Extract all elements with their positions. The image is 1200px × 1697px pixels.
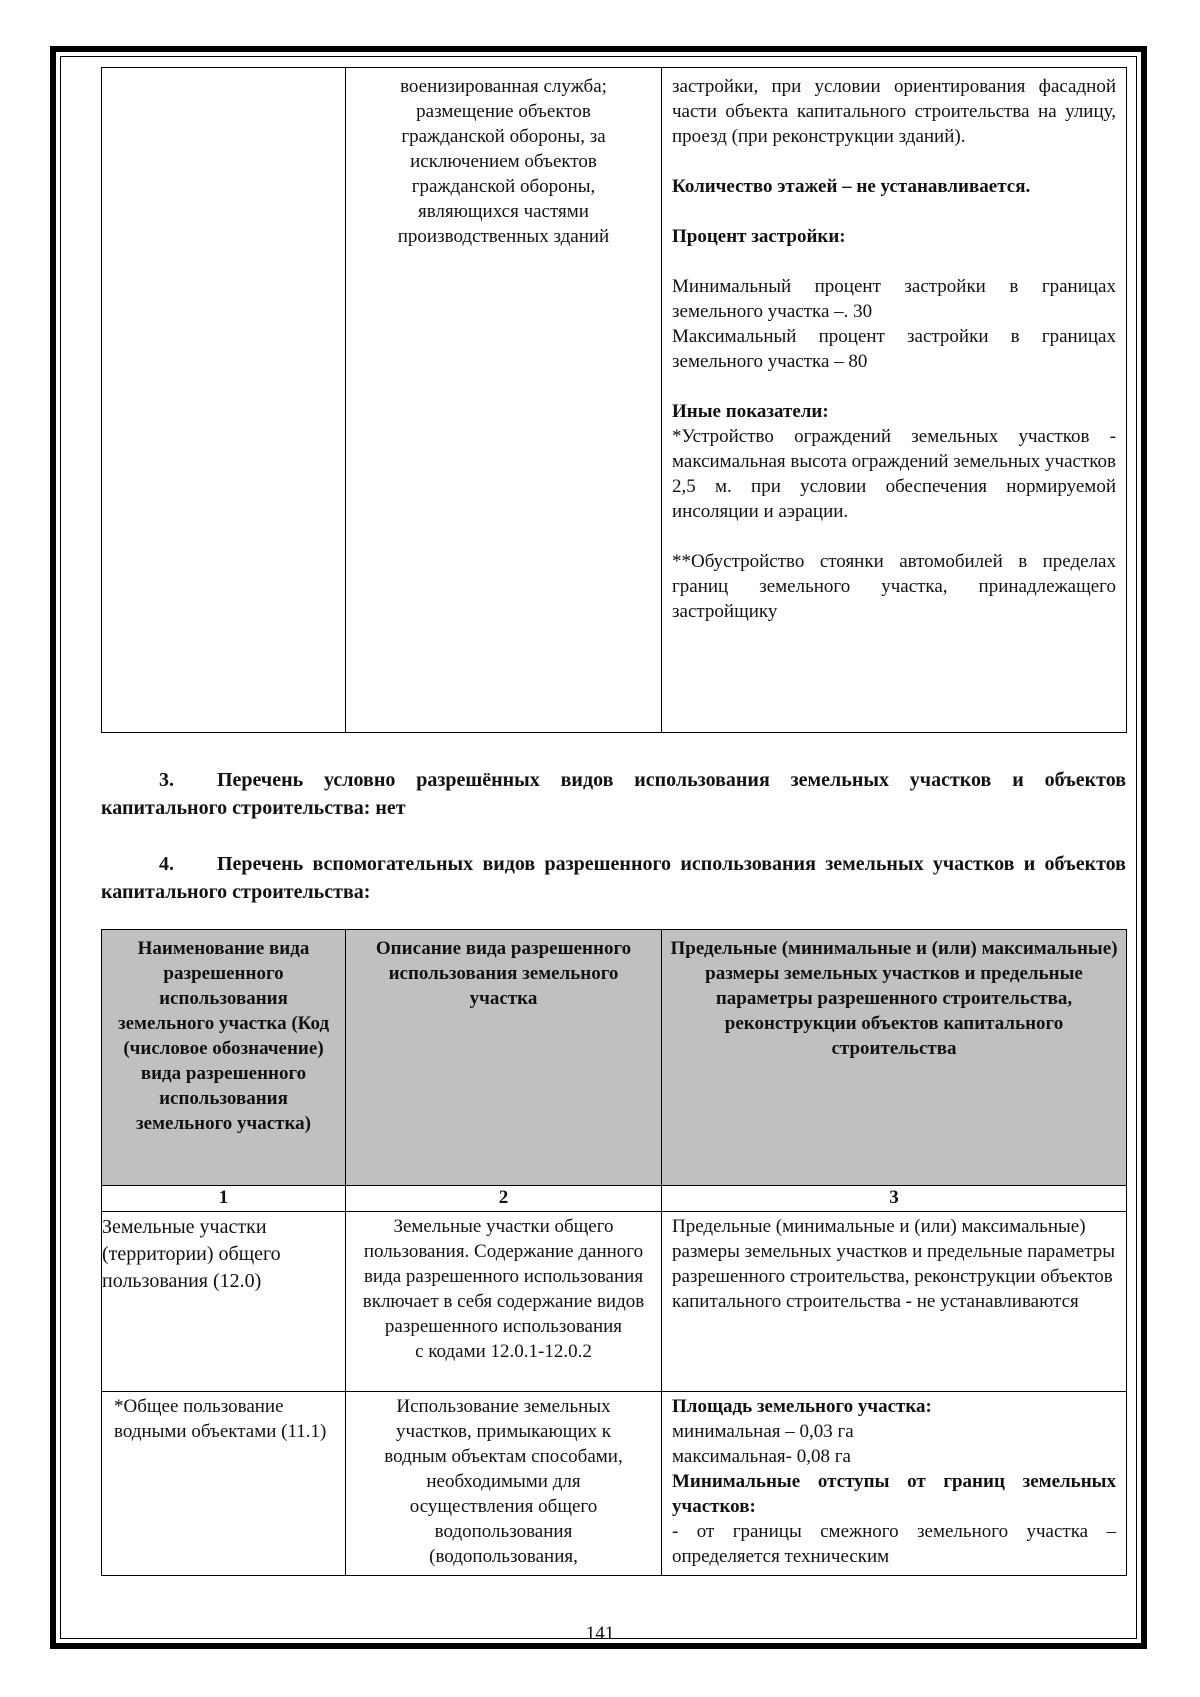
table-row	[102, 1392, 1127, 1576]
other-indicators-heading: Иные показатели:	[672, 401, 829, 422]
text-line: исключением объектов	[410, 151, 597, 172]
fence-text: *Устройство ограждений земельных участков - максимальная высота ограждений земельных участков 2,5 м. при условии обеспечения нормируемой инсоляции и аэрации.	[672, 426, 1116, 522]
header-limits: Предельные (минимальные и (или) максимальные) размеры земельных участков и предельные параметры разрешенного строительства, реконструкции объектов капитального строительства	[662, 930, 1127, 1186]
min-percent-text: Минимальный процент застройки в границах земельного участка –. 30	[672, 276, 1116, 322]
section-text: Перечень вспомогательных видов разрешенного использования земельных участков и объектов капитального строительства:	[101, 853, 1126, 903]
column-number-row	[102, 1186, 1127, 1212]
section-number: 4.	[159, 853, 174, 875]
table-row	[102, 1212, 1127, 1392]
orientation-text: застройки, при условии ориентирования фасадной части объекта капитального строительства на улицу, проезд (при реконструкции зданий).	[672, 76, 1116, 147]
floors-text: Количество этажей – не устанавливается.	[672, 176, 1031, 197]
area-heading: Площадь земельного участка:	[672, 1396, 932, 1417]
text-line: являющихся частями	[418, 201, 589, 222]
row-limits	[662, 1392, 1127, 1576]
parameters-cell	[662, 68, 1127, 733]
row-limits: Предельные (минимальные и (или) максимальные) размеры земельных участков и предельные параметры разрешенного строительства, реконструкции объектов капитального строительства - не устанавливаются	[662, 1212, 1127, 1392]
column-number: 3	[662, 1186, 1127, 1212]
empty-cell	[102, 68, 346, 733]
section-number: 3.	[159, 769, 174, 791]
auxiliary-uses-table	[101, 929, 1127, 1576]
text-line: производственных зданий	[397, 226, 610, 247]
row-description: Использование земельных участков, примыкающих к водным объектам способами, необходимыми для осуществления общего водопользования (водопользования,	[346, 1392, 662, 1576]
setback-text: - от границы смежного земельного участка – определяется техническим	[672, 1521, 1116, 1567]
continued-table	[101, 67, 1127, 733]
setback-heading: Минимальные отступы от границ земельных участков:	[672, 1471, 1116, 1517]
text-line: гражданской обороны,	[411, 176, 596, 197]
area-min: минимальная – 0,03 га	[672, 1421, 854, 1442]
text-line: размещение объектов	[416, 101, 591, 122]
row-name: *Общее пользование водными объектами (11.1)	[102, 1392, 346, 1576]
row-name: Земельные участки (территории) общего пользования (12.0)	[102, 1212, 346, 1392]
description-codes: с кодами 12.0.1-12.0.2	[415, 1341, 592, 1362]
header-name: Наименование вида разрешенного использования земельного участка (Код (числовое обозначение) вида разрешенного использования земельного участка)	[102, 930, 346, 1186]
section-text: Перечень условно разрешённых видов использования земельных участков и объектов капитального строительства: нет	[101, 769, 1126, 819]
header-description: Описание вида разрешенного использования земельного участка	[346, 930, 662, 1186]
text-line: гражданской обороны, за	[401, 126, 606, 147]
row-description	[346, 1212, 662, 1392]
text-line: военизированная служба;	[400, 76, 607, 97]
description-text: Земельные участки общего пользования. Содержание данного вида разрешенного использования включает в себя содержание видов разрешенного использования	[362, 1216, 645, 1337]
table-header-row	[102, 930, 1127, 1186]
parking-text: **Обустройство стоянки автомобилей в пределах границ земельного участка, принадлежащего застройщику	[672, 551, 1116, 622]
page-number: 141	[585, 1623, 615, 1644]
column-number: 2	[346, 1186, 662, 1212]
section-3-heading	[101, 766, 1126, 822]
use-description-cell	[346, 68, 662, 733]
section-4-heading	[101, 850, 1126, 906]
area-max: максимальная- 0,08 га	[672, 1446, 851, 1467]
max-percent-text: Максимальный процент застройки в границах земельного участка – 80	[672, 326, 1116, 372]
column-number: 1	[102, 1186, 346, 1212]
percent-heading: Процент застройки:	[672, 226, 846, 247]
